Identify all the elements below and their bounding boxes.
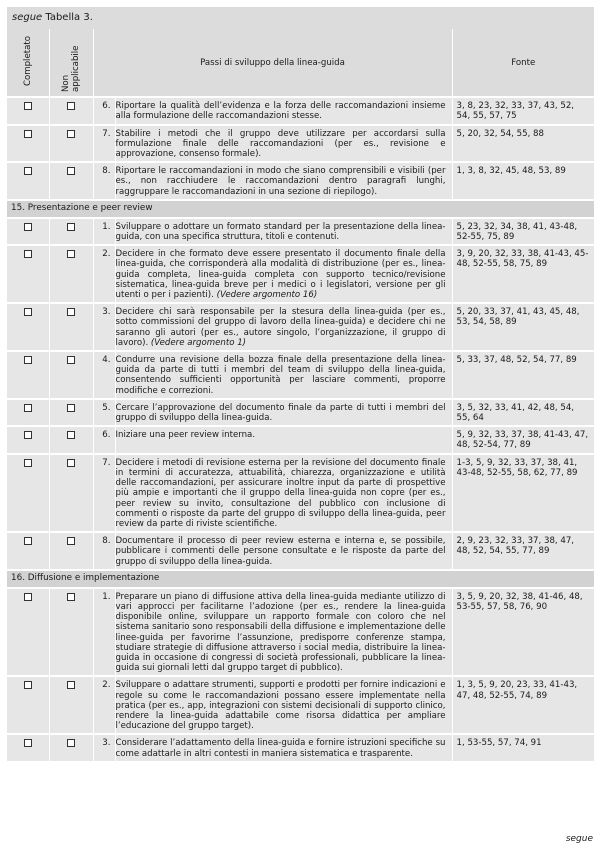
table-row [7,426,594,453]
step-number: 6. [93,426,115,453]
checkbox-icon[interactable] [24,404,32,412]
fonte-cell: 3, 5, 9, 20, 32, 38, 41-46, 48, 53-55, 57, 58, 76, 90 [452,588,594,677]
checkbox-icon[interactable] [67,459,75,467]
checkbox-completato[interactable] [7,218,49,245]
fonte-cell: 1, 3, 8, 32, 45, 48, 53, 89 [452,162,594,200]
table-row [7,588,594,677]
checkbox-non-applicabile[interactable] [49,676,93,734]
checkbox-icon[interactable] [67,404,75,412]
section-title: 16. Diffusione e implementazione [7,570,594,588]
checkbox-completato[interactable] [7,676,49,734]
table-caption [7,7,594,29]
caption-segue: segue [12,12,43,23]
step-text: Documentare il processo di peer review esterna e interna e, se possibile, pubblicare i commenti delle persone consultate e le risposte da parte del gruppo di sviluppo della linea-guida. [115,536,446,567]
checkbox-completato[interactable] [7,426,49,453]
fonte-cell: 3, 9, 20, 32, 33, 38, 41-43, 45-48, 52-55, 58, 75, 89 [452,245,594,303]
step-number: 2. [93,676,115,734]
checkbox-icon[interactable] [67,537,75,545]
checkbox-non-applicabile[interactable] [49,218,93,245]
section-header-row [7,200,594,218]
guideline-checklist-table [7,29,594,761]
step-text-cell [115,351,452,399]
step-number: 8. [93,162,115,200]
checkbox-icon[interactable] [24,593,32,601]
table-row [7,162,594,200]
step-reference: (Vedere argomento 16) [216,290,318,301]
table-row [7,454,594,532]
step-text: Considerare l’adattamento della linea-guida e fornire istruzioni specifiche su come adattarle in altri contesti in maniera sistematica e trasparente. [115,738,446,759]
checkbox-non-applicabile[interactable] [49,97,93,124]
fonte-cell: 5, 9, 32, 33, 37, 38, 41-43, 47, 48, 52-54, 77, 89 [452,426,594,453]
checkbox-icon[interactable] [24,130,32,138]
step-text-cell [115,532,452,570]
checkbox-icon[interactable] [67,167,75,175]
header-fonte: Fonte [452,29,594,97]
checkbox-icon[interactable] [24,459,32,467]
fonte-cell: 5, 33, 37, 48, 52, 54, 77, 89 [452,351,594,399]
fonte-cell: 1-3, 5, 9, 32, 33, 37, 38, 41, 43-48, 52-55, 58, 62, 77, 89 [452,454,594,532]
step-text-cell [115,734,452,760]
table-row [7,734,594,760]
step-text-cell [115,676,452,734]
table-row [7,245,594,303]
checkbox-non-applicabile[interactable] [49,454,93,532]
step-text-cell [115,97,452,124]
step-number: 2. [93,245,115,303]
checkbox-icon[interactable] [24,431,32,439]
step-text: Sviluppare o adottare un formato standard per la presentazione della linea-guida, con una specifica struttura, titoli e contenuti. [115,221,446,243]
step-text-cell [115,399,452,426]
table-row [7,532,594,570]
step-text: Riportare le raccomandazioni in modo che siano comprensibili e visibili (per es., non racchiudere le raccomandazioni dentro paragrafi lunghi, raggruppare le raccomandazioni in una sezione di riepilogo). [115,166,446,197]
checkbox-icon[interactable] [24,537,32,545]
step-number: 6. [93,97,115,124]
step-text: Decidere i metodi di revisione esterna per la revisione del documento finale in termini di accuratezza, attuabilità, chiarezza, organizzazione e utilità delle raccomandazioni, per assicurare inoltre input da parte di prospettive più ampie e importanti che il gruppo della linea-guida non copre (per es., peer review su invito, consultazione del pubblico con inclusione di commenti o risposte da parte del gruppo di sviluppo della linea-guida, peer review da parte di riviste scientifiche. [115,457,446,529]
step-text-cell [115,125,452,163]
section-title: 15. Presentazione e peer review [7,200,594,218]
step-text-cell [115,303,452,351]
checkbox-non-applicabile[interactable] [49,426,93,453]
checkbox-icon[interactable] [24,739,32,747]
table-row [7,399,594,426]
checkbox-completato[interactable] [7,588,49,677]
page [7,7,594,761]
step-number: 7. [93,454,115,532]
header-non-applicabile: Non applicabile [49,29,93,97]
fonte-cell: 1, 53-55, 57, 74, 91 [452,734,594,760]
step-number: 3. [93,303,115,351]
table-header-row [7,29,594,97]
table-row [7,351,594,399]
fonte-cell: 3, 8, 23, 32, 33, 37, 43, 52, 54, 55, 57, 75 [452,97,594,124]
step-number: 8. [93,532,115,570]
step-text-cell [115,426,452,453]
checkbox-completato[interactable] [7,97,49,124]
checkbox-icon[interactable] [24,102,32,110]
step-text-cell [115,454,452,532]
table-row [7,97,594,124]
checkbox-non-applicabile[interactable] [49,245,93,303]
step-text: Riportare la qualità dell’evidenza e la forza delle raccomandazioni insieme alla formulazione delle raccomandazioni stesse. [115,101,446,122]
checkbox-icon[interactable] [67,681,75,689]
fonte-cell: 5, 20, 33, 37, 41, 43, 45, 48, 53, 54, 58, 89 [452,303,594,351]
checkbox-completato[interactable] [7,532,49,570]
step-number: 4. [93,351,115,399]
fonte-cell: 2, 9, 23, 32, 33, 37, 38, 47, 48, 52, 54, 55, 77, 89 [452,532,594,570]
checkbox-icon[interactable] [24,308,32,316]
checkbox-completato[interactable] [7,162,49,200]
checkbox-non-applicabile[interactable] [49,303,93,351]
step-text: Preparare un piano di diffusione attiva della linea-guida mediante utilizzo di vari approcci per facilitarne l’adozione (per es., rendere la linea-guida disponibile online, sviluppare un rapporto formale con coloro che nel sistema sanitario sono responsabili della diffusione e implementazione delle linee-guida per favorirne l’assunzione, predisporre conferenze stampa, studiare strategie di diffusione attraverso i social media, distribuire la linea-guida in occasione di congressi di società professionali, pubblicare la linea-guida sui giornali letti dal gruppo target di pubblico). [115,591,446,674]
step-text-cell [115,245,452,303]
step-text: Stabilire i metodi che il gruppo deve utilizzare per accordarsi sulla formulazione finale delle raccomandazioni (per es., revisione e approvazione, consenso formale). [115,128,446,160]
fonte-cell: 3, 5, 32, 33, 41, 42, 48, 54, 55, 64 [452,399,594,426]
step-reference: (Vedere argomento 1) [150,337,247,348]
checkbox-non-applicabile[interactable] [49,734,93,760]
checkbox-non-applicabile[interactable] [49,399,93,426]
checkbox-non-applicabile[interactable] [49,351,93,399]
step-number: 1. [93,218,115,245]
checkbox-non-applicabile[interactable] [49,588,93,677]
table-row [7,125,594,163]
step-text: Decidere in che formato deve essere presentato il documento finale della linea-guida, che corrisponderà alla modalità di distribuzione (per es., linea-guida completa, linea-guida completa con supporto tecnico/revisione sistematica, linea-guida breve per i medici o i legislatori, versione per gli utenti o per i pazienti). [115,249,446,301]
checkbox-icon[interactable] [24,223,32,231]
caption-title: Tabella 3. [42,12,93,23]
checkbox-icon[interactable] [67,223,75,231]
checkbox-non-applicabile[interactable] [49,125,93,163]
checkbox-non-applicabile[interactable] [49,162,93,200]
step-text-cell [115,162,452,200]
table-body [7,97,594,761]
table-row [7,218,594,245]
checkbox-icon[interactable] [24,167,32,175]
footer-segue: segue [565,834,593,844]
step-text: Iniziare una peer review interna. [115,430,256,441]
checkbox-completato[interactable] [7,125,49,163]
section-header-row [7,570,594,588]
fonte-cell: 5, 23, 32, 34, 38, 41, 43-48, 52-55, 75, 89 [452,218,594,245]
table-row [7,303,594,351]
header-completato: Completato [7,29,49,97]
checkbox-icon[interactable] [67,593,75,601]
step-text: Condurre una revisione della bozza finale della presentazione della linea-guida da parte di tutti i membri del team di sviluppo della linea-guida, consentendo sufficienti opportunità per lasciare commenti, proporre modifiche e correzioni. [115,355,446,396]
checkbox-icon[interactable] [24,681,32,689]
table-row [7,676,594,734]
step-text: Cercare l’approvazione del documento finale da parte di tutti i membri del gruppo di sviluppo della linea-guida. [115,402,446,424]
checkbox-icon[interactable] [67,739,75,747]
fonte-cell: 5, 20, 32, 54, 55, 88 [452,125,594,163]
step-number: 5. [93,399,115,426]
checkbox-completato[interactable] [7,399,49,426]
checkbox-completato[interactable] [7,303,49,351]
checkbox-icon[interactable] [67,308,75,316]
step-text-cell [115,588,452,677]
step-text: Decidere chi sarà responsabile per la stesura della linea-guida (per es., sotto commissioni del gruppo di lavoro della linea-guida) e decidere chi ne saranno gli autori (per es., autore singolo, l’organizzazione, il gruppo di lavoro). [115,307,446,348]
checkbox-icon[interactable] [67,102,75,110]
fonte-cell: 1, 3, 5, 9, 20, 23, 33, 41-43, 47, 48, 52-55, 74, 89 [452,676,594,734]
step-text-cell [115,218,452,245]
checkbox-icon[interactable] [67,250,75,258]
step-text: Sviluppare o adattare strumenti, supporti e prodotti per fornire indicazioni e regole su come le raccomandazioni possano essere implementate nella pratica (per es., app, integrazioni con sistemi decisionali di supporto clinico, rendere la linea-guida adattabile come risorsa didattica per ampliare l’educazione del gruppo target). [115,680,446,732]
checkbox-icon[interactable] [67,130,75,138]
checkbox-icon[interactable] [67,431,75,439]
checkbox-completato[interactable] [7,454,49,532]
checkbox-icon[interactable] [67,356,75,364]
checkbox-non-applicabile[interactable] [49,532,93,570]
checkbox-completato[interactable] [7,351,49,399]
checkbox-icon[interactable] [24,250,32,258]
step-number: 7. [93,125,115,163]
checkbox-icon[interactable] [24,356,32,364]
header-passi: Passi di sviluppo della linea-guida [93,29,452,97]
step-number: 3. [93,734,115,760]
checkbox-completato[interactable] [7,245,49,303]
step-number: 1. [93,588,115,677]
checkbox-completato[interactable] [7,734,49,760]
